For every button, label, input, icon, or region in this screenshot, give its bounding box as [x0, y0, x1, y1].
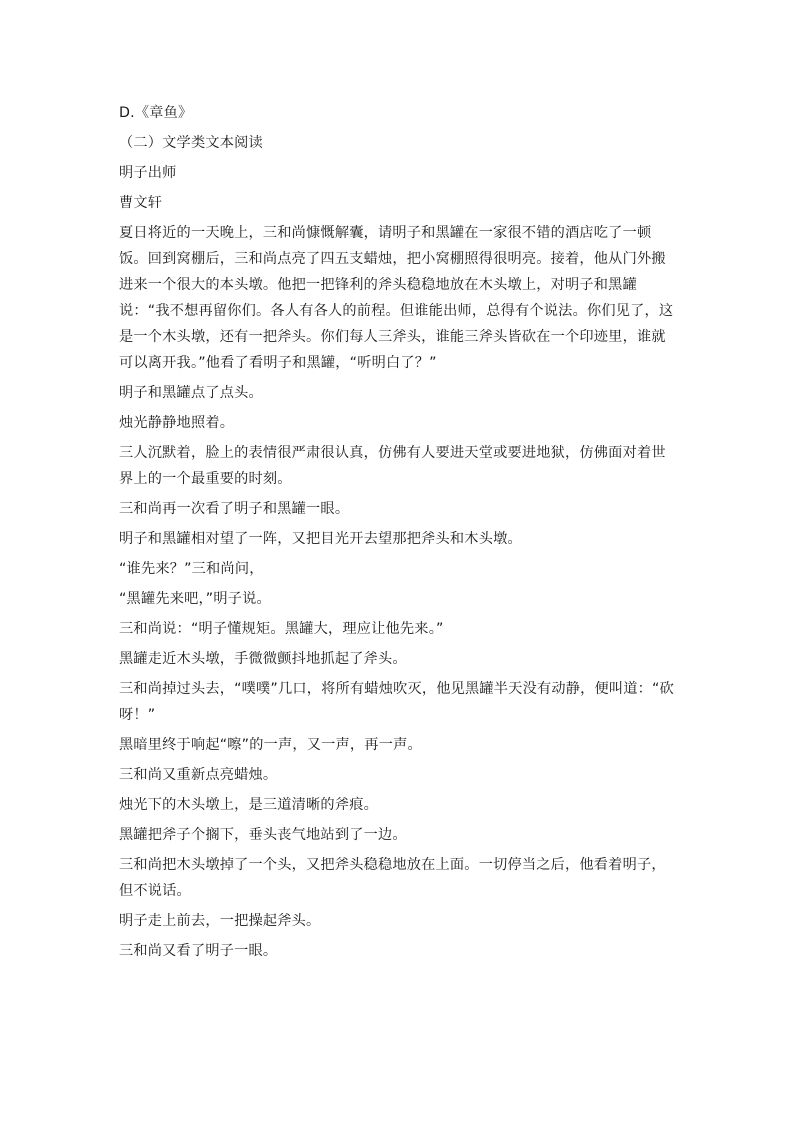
paragraph-3: 烛光静静地照着。: [119, 415, 235, 431]
paragraph-15: 黑罐把斧子个搁下，垂头丧气地站到了一边。: [119, 827, 407, 843]
paragraph-11: 三和尚掉过头去，“噗噗”几口，将所有蜡烛吹灭，他见黑罐半天没有动静，便叫道：“砍呀！”: [119, 681, 674, 723]
paragraph-13: 三和尚又重新点亮蜡烛。: [119, 767, 278, 783]
paragraph-10: 黑罐走近木头墩，手微微颤抖地抓起了斧头。: [119, 651, 407, 667]
paragraph-7: “谁先来？”三和尚问，: [119, 561, 264, 577]
paragraph-5: 三和尚再一次看了明子和黑罐一眼。: [119, 501, 350, 517]
paragraph-16: 三和尚把木头墩掉了一个头，又把斧头稳稳地放在上面。一切停当之后，他看着明子，但不说话。: [119, 857, 666, 899]
paragraph-14: 烛光下的木头墩上，是三道清晰的斧痕。: [119, 797, 378, 813]
author-name: 曹文轩: [119, 195, 163, 211]
paragraph-12: 黑暗里终于响起“嚓”的一声，又一声，再一声。: [119, 737, 422, 753]
paragraph-2: 明子和黑罐点了点头。: [119, 385, 263, 401]
paragraph-17: 明子走上前去，一把操起斧头。: [119, 913, 321, 929]
paragraph-8: “黑罐先来吧，”明子说。: [119, 591, 271, 607]
option-d-line: D.《章鱼》: [119, 105, 193, 121]
paragraph-6: 明子和黑罐相对望了一阵，又把目光开去望那把斧头和木头墩。: [119, 531, 522, 547]
story-title: 明子出师: [119, 165, 177, 181]
paragraph-1: 夏日将近的一天晚上，三和尚慷慨解囊，请明子和黑罐在一家很不错的酒店吃了一顿饭。回到窝棚后，三和尚点亮了四五支蜡烛，把小窝棚照得很明亮。接着，他从门外搬进来一个很大的本头墩。他把一把锋利的斧头稳稳地放在木头墩上，对明子和黑罐说：“我不想再留你们。各人有各人的前程。但谁能出师，总得有个说法。你们见了，这是一个木头墩，还有一把斧头。你们每人三斧头，谁能三斧头皆砍在一个印迹里，谁就可以离开我。”他看了看明子和黑罐，“听明白了？”: [119, 225, 674, 371]
section-heading: （二）文学类文本阅读: [119, 135, 263, 151]
paragraph-9: 三和尚说：“明子懂规矩。黑罐大，理应让他先来。”: [119, 621, 444, 637]
document-body: [119, 100, 679, 968]
paragraph-18: 三和尚又看了明子一眼。: [119, 943, 278, 959]
paragraph-4: 三人沉默着，脸上的表情很严肃很认真，仿佛有人要进天堂或要进地狱，仿佛面对着世界上的一个最重要的时刻。: [119, 445, 666, 487]
